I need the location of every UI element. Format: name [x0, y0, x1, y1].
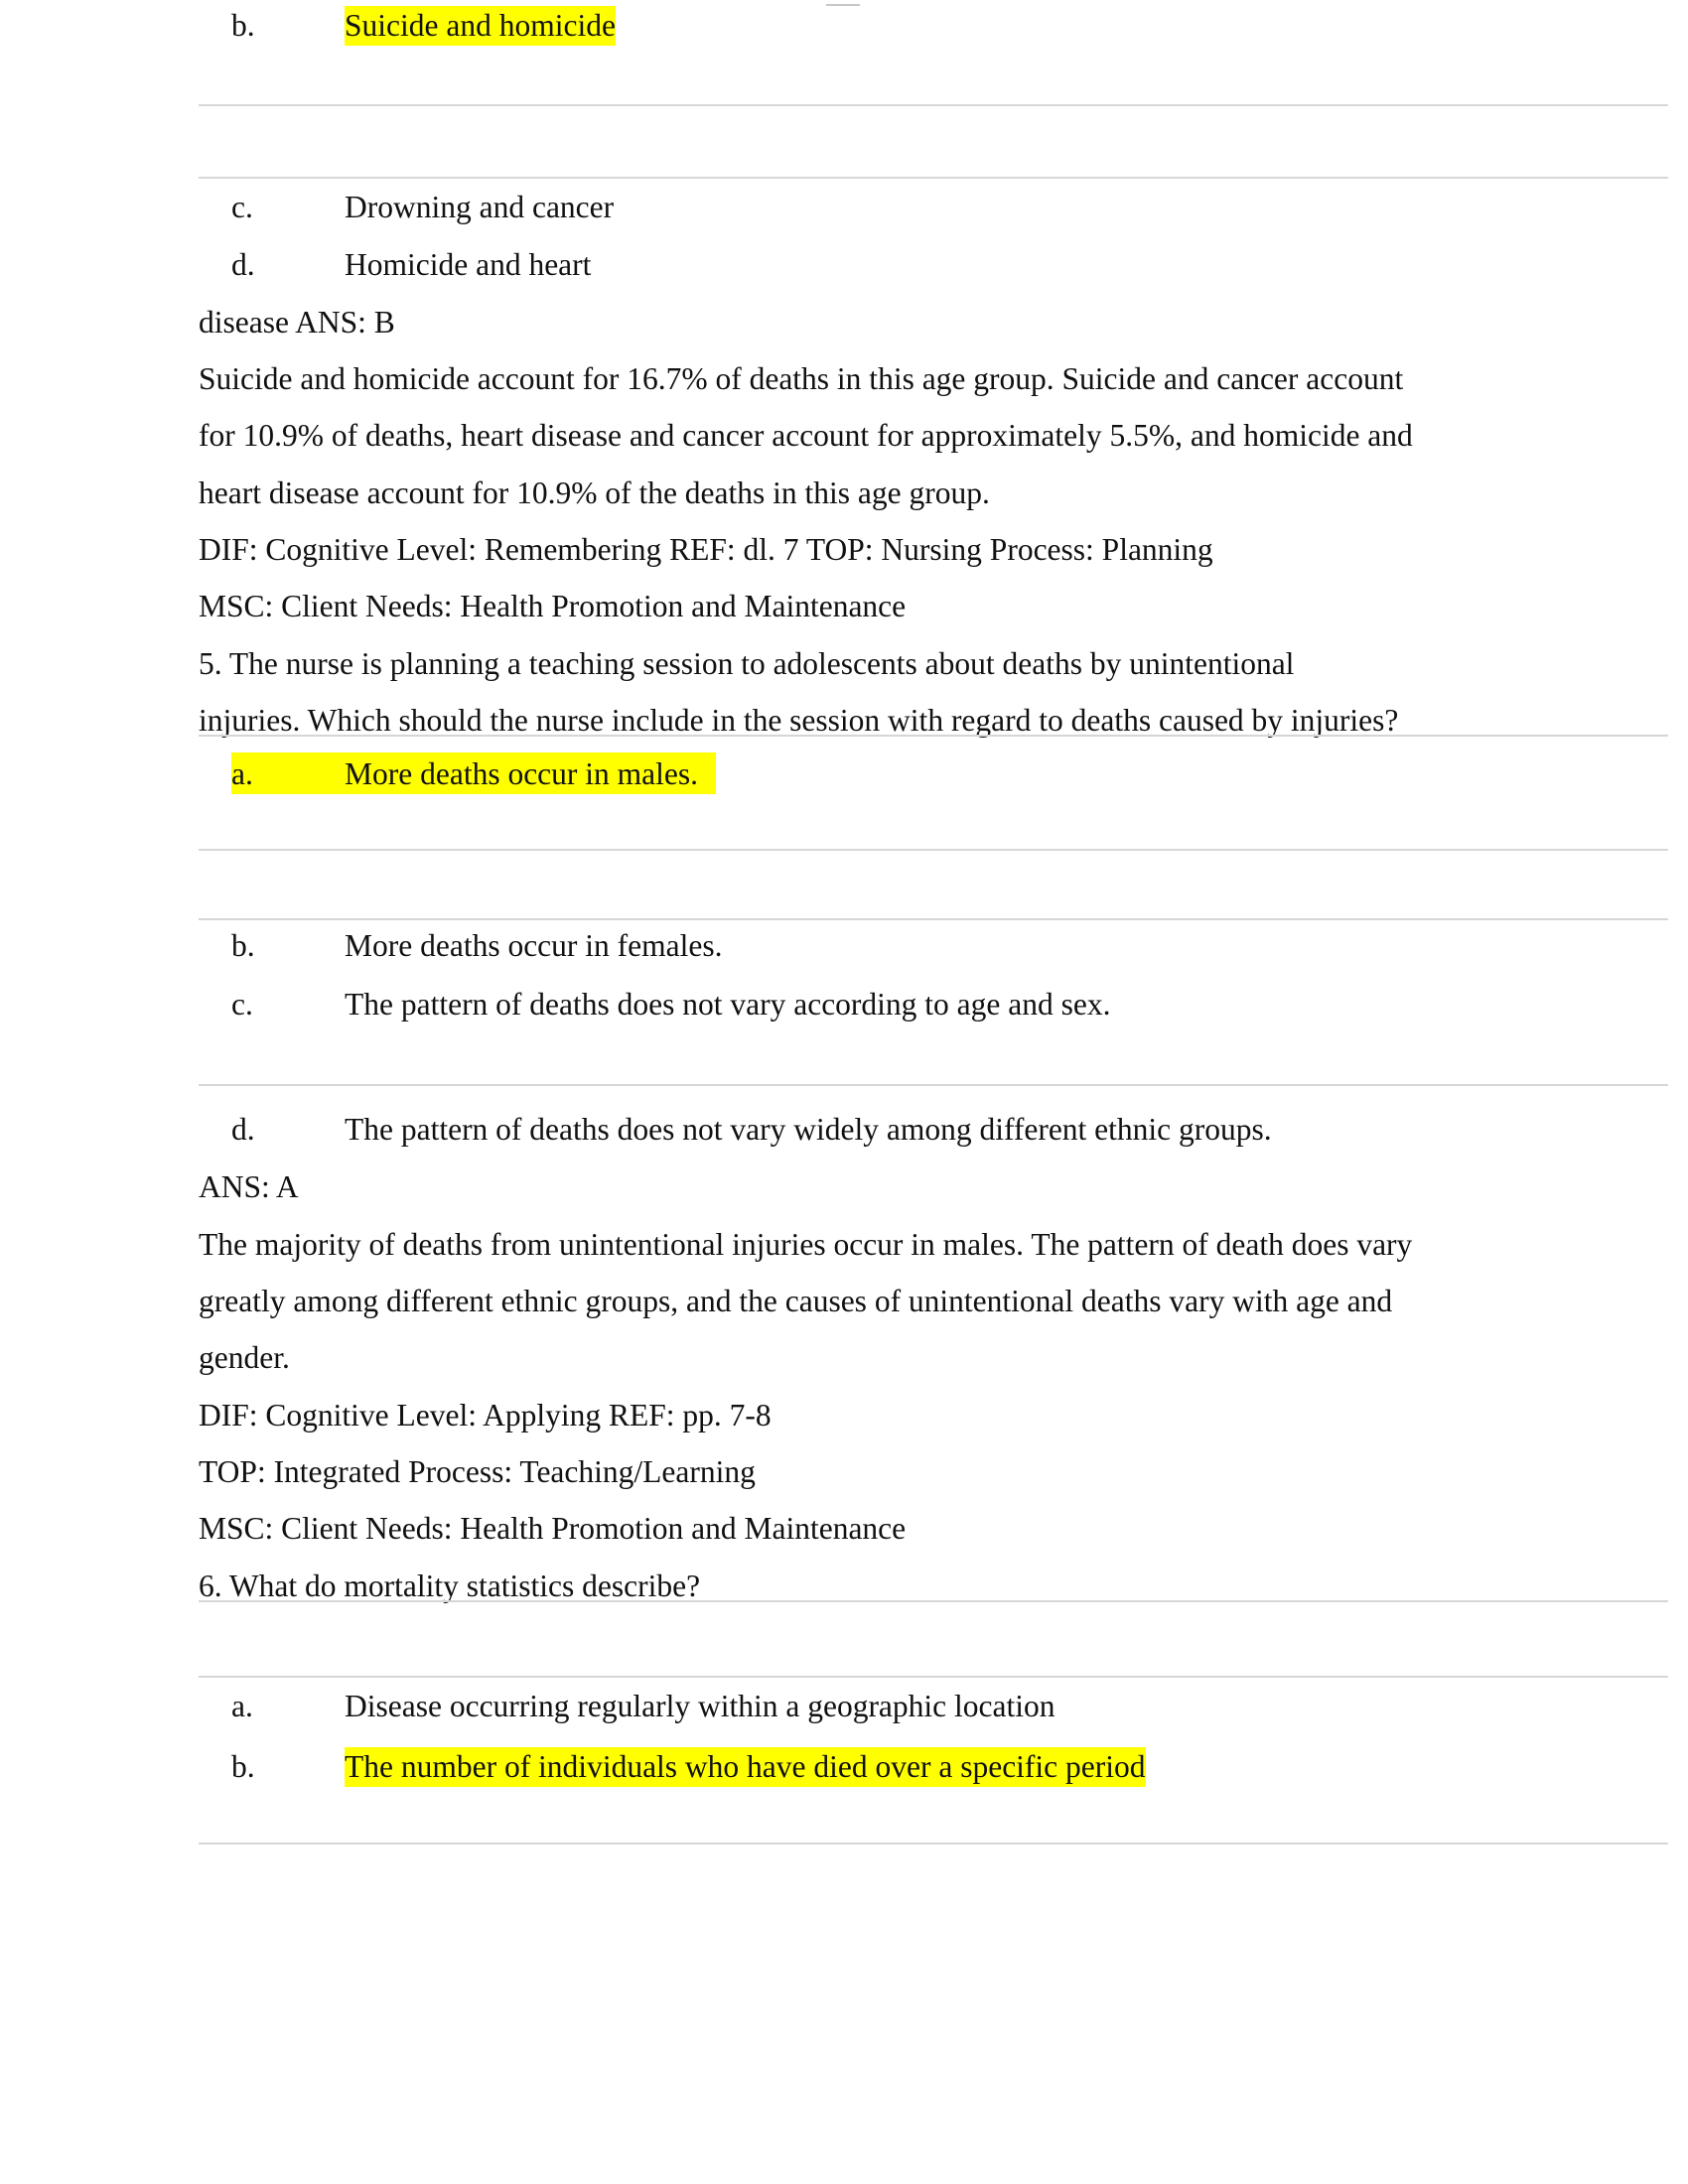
header-mark — [826, 4, 860, 6]
q6-stem-line: 6. What do mortality statistics describe? — [199, 1569, 701, 1603]
q4-answer-line: disease ANS: B — [199, 305, 395, 340]
q6-option-b-text: The number of individuals who have died over a specific period — [345, 1747, 1146, 1787]
divider — [199, 1843, 1668, 1844]
divider — [199, 735, 1668, 737]
q6-option-a-letter: a. — [231, 1689, 253, 1723]
q4-rationale-line-1: Suicide and homicide account for 16.7% of deaths in this age group. Suicide and cancer account — [199, 361, 1404, 396]
q5-top-line: TOP: Integrated Process: Teaching/Learning — [199, 1454, 756, 1489]
q4-option-c-text: Drowning and cancer — [345, 190, 615, 224]
q5-stem-line-1: 5. The nurse is planning a teaching session to adolescents about deaths by unintentional — [199, 646, 1295, 681]
q6-option-a-text: Disease occurring regularly within a geographic location — [345, 1689, 1055, 1723]
q5-answer-line: ANS: A — [199, 1169, 299, 1204]
q4-msc-line: MSC: Client Needs: Health Promotion and Maintenance — [199, 589, 907, 623]
q5-option-b-letter: b. — [231, 928, 255, 963]
q4-option-c-letter: c. — [231, 190, 253, 224]
q5-rationale-line-1: The majority of deaths from unintentional injuries occur in males. The pattern of death does vary — [199, 1227, 1413, 1262]
q5-option-a-text: More deaths occur in males. — [345, 756, 699, 791]
q5-dif-line: DIF: Cognitive Level: Applying REF: pp. 7-8 — [199, 1398, 772, 1433]
divider — [199, 1084, 1668, 1086]
q4-option-b-text: Suicide and homicide — [345, 6, 616, 46]
q5-option-d-text: The pattern of deaths does not vary widely among different ethnic groups. — [345, 1112, 1272, 1147]
q4-dif-line: DIF: Cognitive Level: Remembering REF: dl. 7 TOP: Nursing Process: Planning — [199, 532, 1213, 567]
q5-msc-line: MSC: Client Needs: Health Promotion and Maintenance — [199, 1511, 907, 1546]
divider — [199, 1676, 1668, 1678]
q5-option-b-text: More deaths occur in females. — [345, 928, 723, 963]
q5-rationale-line-2: greatly among different ethnic groups, and the causes of unintentional deaths vary with age and — [199, 1284, 1393, 1318]
divider — [199, 849, 1668, 851]
q4-option-b-letter: b. — [231, 8, 255, 43]
q5-rationale-line-3: gender. — [199, 1340, 290, 1375]
divider — [199, 918, 1668, 920]
q5-option-c-text: The pattern of deaths does not vary according to age and sex. — [345, 987, 1111, 1022]
q4-rationale-line-2: for 10.9% of deaths, heart disease and cancer account for approximately 5.5%, and homicide and — [199, 418, 1413, 453]
q5-option-d-letter: d. — [231, 1112, 255, 1147]
divider — [199, 177, 1668, 179]
q4-option-d-letter: d. — [231, 247, 255, 282]
q5-option-c-letter: c. — [231, 987, 253, 1022]
q5-option-a-letter: a. — [231, 756, 253, 791]
divider — [199, 1600, 1668, 1602]
q4-option-d-text: Homicide and heart — [345, 247, 592, 282]
q5-stem-line-2: injuries. Which should the nurse include in the session with regard to deaths caused by injuries? — [199, 703, 1399, 738]
q4-rationale-line-3: heart disease account for 10.9% of the deaths in this age group. — [199, 476, 990, 510]
q6-option-b-letter: b. — [231, 1749, 255, 1784]
divider — [199, 104, 1668, 106]
